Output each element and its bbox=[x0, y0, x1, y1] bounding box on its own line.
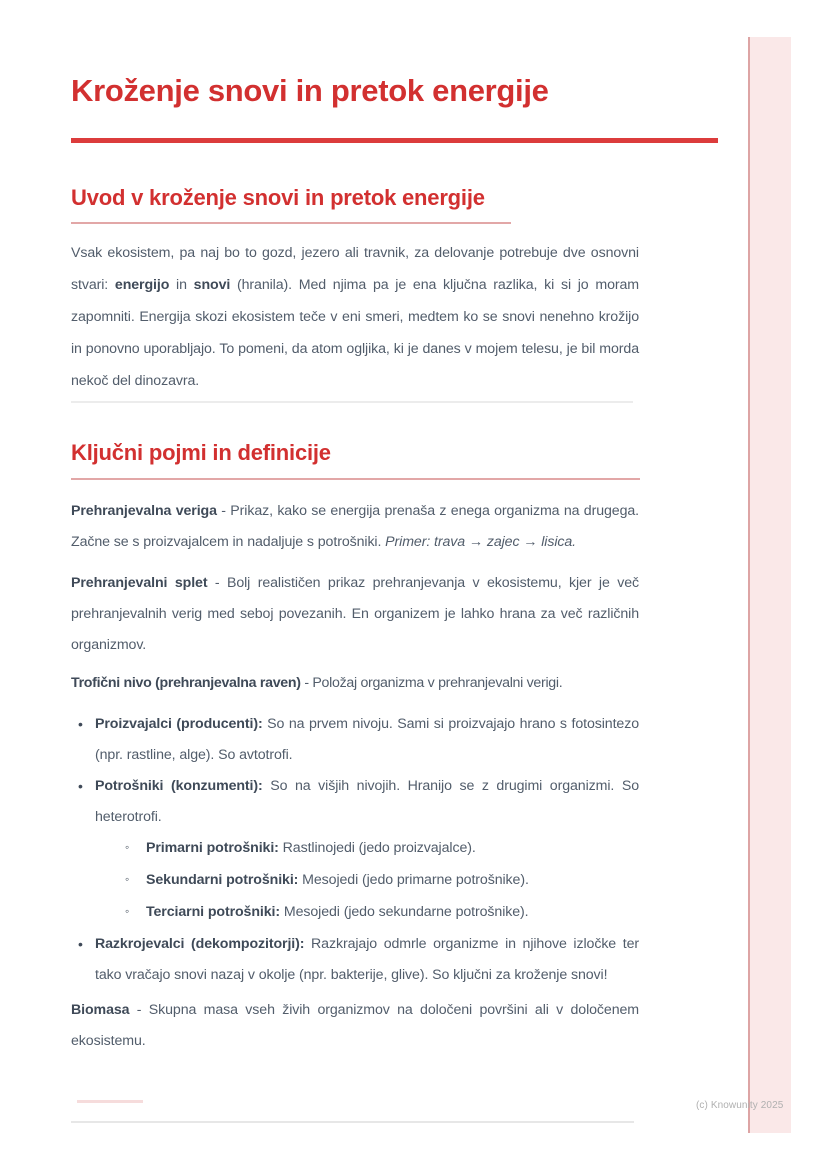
list-item-text: Potrošniki (konzumenti): So na višjih nivojih. Hranijo se z drugimi organizmi. So heterotrofi. bbox=[95, 778, 639, 825]
intro-paragraph: Vsak ekosistem, pa naj bo to gozd, jezero ali travnik, za delovanje potrebuje dve osnovni stvari: energijo in snovi (hranila). Med njima pa je ena ključna razlika, ki si jo moram zapomniti. Energija skozi ekosistem teče v eni smeri, medtem ko se snovi nenehno krožijo in ponovno uporabljajo. To pomeni, da atom ogljika, ki je danes v mojem telesu, je bil morda nekoč del dinozavra. bbox=[71, 245, 640, 389]
list-item-primarni-potrosniki bbox=[121, 833, 639, 864]
footer-divider bbox=[71, 1121, 634, 1123]
section-heading-uvod: Uvod v kroženje snovi in pretok energije bbox=[71, 185, 485, 210]
trophic-levels-list bbox=[71, 709, 639, 991]
page-content bbox=[71, 0, 828, 1057]
section-kljucni-pojmi bbox=[71, 440, 828, 1057]
disc-bullet-icon: • bbox=[78, 716, 83, 732]
title-rule bbox=[71, 138, 718, 143]
consumer-sublist bbox=[95, 833, 639, 928]
list-item-text: Proizvajalci (producenti): So na prvem nivoju. Sami si proizvajajo hrano s fotosintezo (npr. rastline, alge). So avtotrofi. bbox=[95, 716, 639, 763]
footer-credit: (c) Knowunity 2025 bbox=[696, 1100, 784, 1111]
list-item-text: Primarni potrošniki: Rastlinojedi (jedo proizvajalce). bbox=[146, 840, 476, 856]
section-heading-kljucni-pojmi: Ključni pojmi in definicije bbox=[71, 440, 331, 465]
list-item-text: Razkrojevalci (dekompozitorji): Razkrajajo odmrle organizme in njihove izločke ter tako vračajo snovi nazaj v okolje (npr. bakterije, glive). So ključni za kroženje snovi! bbox=[95, 936, 639, 983]
list-item-potrosniki bbox=[71, 771, 639, 928]
cutoff-rule-artifact bbox=[77, 1100, 143, 1103]
section-uvod bbox=[71, 185, 828, 397]
disc-bullet-icon: • bbox=[78, 778, 83, 794]
definition-prehranjevalni-splet: Prehranjevalni splet - Bolj realističen prikaz prehranjevanja v ekosistemu, kjer je več prehranjevalnih verig med seboj povezanih. En organizem je lahko hrana za več različnih organizmov. bbox=[71, 575, 639, 653]
definition-troficni-nivo: Trofični nivo (prehranjevalna raven) - Položaj organizma v prehranjevalni verigi. bbox=[71, 675, 563, 691]
list-item-proizvajalci bbox=[71, 709, 639, 771]
list-item-sekundarni-potrosniki bbox=[121, 865, 639, 896]
heading-underline bbox=[71, 222, 511, 224]
list-item-text: Sekundarni potrošniki: Mesojedi (jedo primarne potrošnike). bbox=[146, 872, 529, 888]
section-divider bbox=[71, 401, 633, 403]
list-item-razkrojevalci bbox=[71, 929, 639, 991]
circle-bullet-icon: ◦ bbox=[125, 904, 130, 918]
definition-prehranjevalna-veriga: Prehranjevalna veriga - Prikaz, kako se energija prenaša z enega organizma na drugega. Začne se s proizvajalcem in nadaljuje s potrošniki. Primer: trava → zajec → lisica. bbox=[71, 503, 639, 550]
page-title: Kroženje snovi in pretok energije bbox=[71, 73, 549, 108]
circle-bullet-icon: ◦ bbox=[125, 840, 130, 854]
definition-biomasa: Biomasa - Skupna masa vseh živih organizmov na določeni površini ali v določenem ekosistemu. bbox=[71, 1002, 639, 1049]
list-item-terciarni-potrosniki bbox=[121, 897, 639, 928]
list-item-text: Terciarni potrošniki: Mesojedi (jedo sekundarne potrošnike). bbox=[146, 904, 529, 920]
disc-bullet-icon: • bbox=[78, 936, 83, 952]
heading-underline bbox=[71, 478, 640, 480]
circle-bullet-icon: ◦ bbox=[125, 872, 130, 886]
